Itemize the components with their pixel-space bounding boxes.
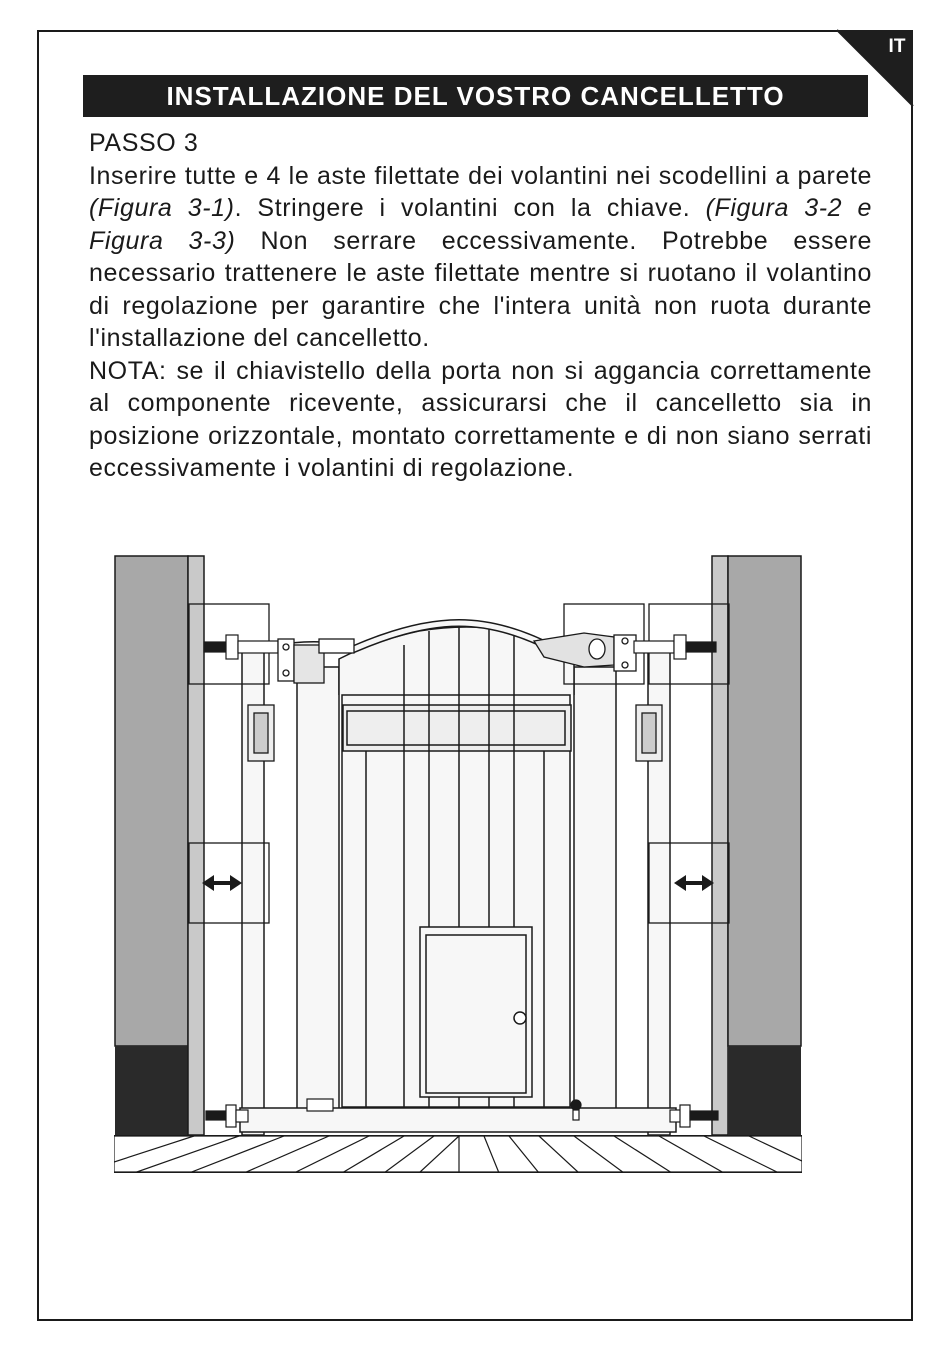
language-tag: IT [888,36,906,57]
floor [114,1135,804,1173]
page-title: INSTALLAZIONE DEL VOSTRO CANCELLETTO [83,75,868,117]
pressure-knob-icon [634,635,716,659]
right-inner-post [574,667,616,1111]
right-baseboard [728,1046,801,1135]
double-arrow-icon [202,875,242,891]
left-baseboard [115,1046,188,1135]
note-paragraph: NOTA: se il chiavistello della porta non si aggancia correttamente al componente ricevente, assicurarsi che il cancelletto sia in posizione orizzontale, montato correttamente e di non siano serrati eccessivamente i volantini di regolazione. [89,356,872,482]
figure-ref-3-1: (Figura 3-1) [89,194,235,222]
gate-installation-figure [114,555,804,1175]
step-label: PASSO 3 [89,129,199,157]
top-crossbar [343,705,571,751]
instructions [89,127,872,485]
door-handle-icon [514,1012,526,1024]
step-text-3: Non serrare eccessivamente. Potrebbe essere necessario trattenere le aste filettate mentre si ruotano il volantino di regolazione per garantire che l'intera unità non ruota durante l'installazione del cancelletto. [89,226,873,352]
gate-door [339,627,574,1107]
bottom-rail [240,1108,676,1132]
figure-ref-3-2-3-3: (Figura 3-2 e Figura 3-3) [89,194,872,255]
pressure-knob-icon [670,1105,718,1127]
pet-door [420,927,532,1097]
left-inner-post [297,667,339,1111]
step-text-2: . Stringere i volantini con la chiave. [234,194,706,222]
step-paragraph [89,160,872,355]
left-wall [115,556,188,1046]
left-door-frame [188,556,204,1135]
pressure-knob-icon [204,635,278,659]
step-text-1: Inserire tutte e 4 le aste filettate dei volantini nei scodellini a parete [89,161,872,190]
double-arrow-icon [674,875,714,891]
right-wall [728,556,801,1046]
